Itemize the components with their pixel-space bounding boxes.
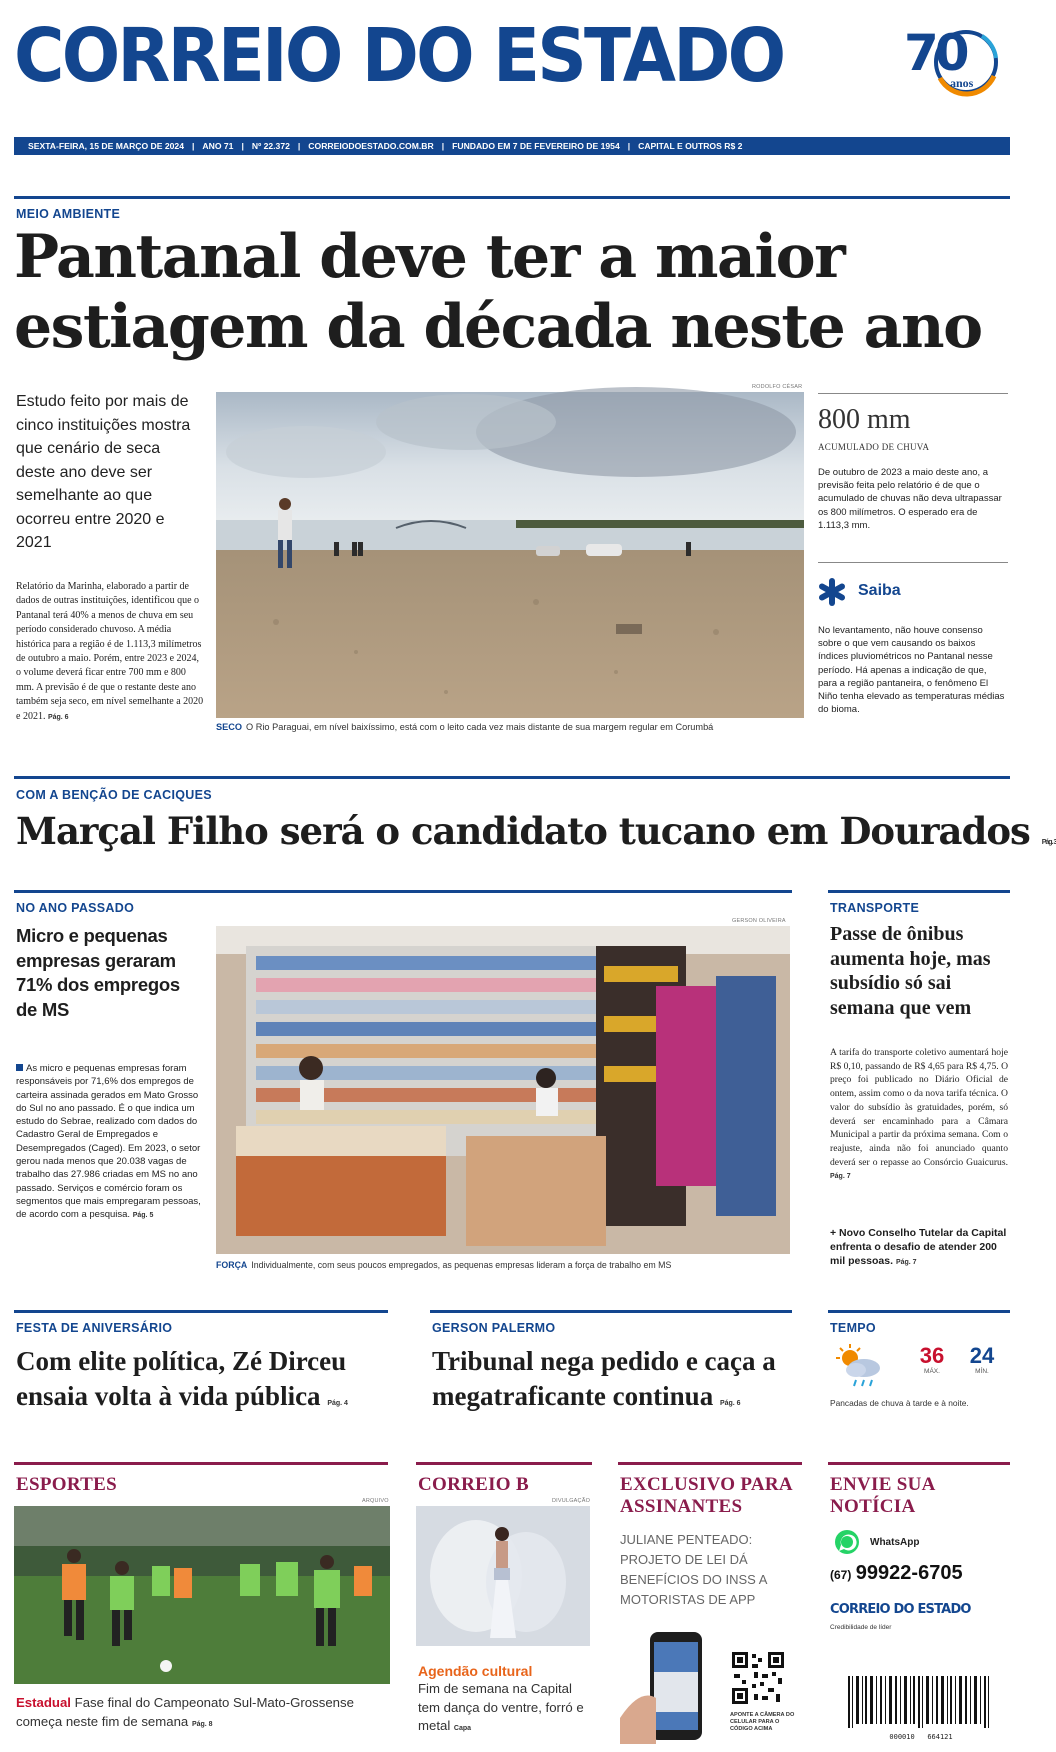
palermo-kicker: GERSON PALERMO bbox=[432, 1321, 556, 1335]
anniversary-logo bbox=[904, 14, 1008, 106]
temp-max-label: MÁX. bbox=[924, 1368, 940, 1375]
qr-code[interactable] bbox=[730, 1650, 786, 1706]
exclusivo-text[interactable]: JULIANE PENTEADO: PROJETO DE LEI DÁ BENEFÍCIOS DO INSS A MOTORISTAS DE APP bbox=[620, 1532, 767, 1607]
correiob-head[interactable]: CORREIO B bbox=[418, 1474, 529, 1495]
lead-body: Relatório da Marinha, elaborado a partir de dados de outras instituições, identificou que o Pantanal terá 40% a menos de chuva em seu período considerado chuvoso. A média histórica para a região é de 1.113,3 milímetros de outubro a maio. Porém, entre 2023 e 2024, o volume deverá ficar entre 700 mm e 800 mm. A previsão é de que o restante deste ano também seja seco, em nível semelhante a 2020 e 2021. Pág. 6 bbox=[16, 581, 204, 722]
asterisk-icon bbox=[818, 578, 846, 606]
whatsapp-label: WhatsApp bbox=[870, 1536, 920, 1548]
saiba-title: Saiba bbox=[858, 582, 901, 599]
correiob-photo[interactable] bbox=[416, 1506, 590, 1646]
temp-min-label: MÍN. bbox=[975, 1368, 989, 1375]
business-photo-credit: GERSON OLIVEIRA bbox=[732, 918, 786, 924]
info-price: CAPITAL E OUTROS R$ 2 bbox=[638, 141, 743, 151]
info-bar: SEXTA-FEIRA, 15 DE MARÇO DE 2024 | ANO 71 | Nº 22.372 | CORREIODOESTADO.COM.BR | FUNDADO EM 7 DE FEVEREIRO DE 1954 | CAPITAL E OUTROS R$ 2 bbox=[14, 137, 1010, 155]
transport-body: A tarifa do transporte coletivo aumentará hoje R$ 0,10, passando de R$ 4,65 para R$ 4,75. O preço foi publicado no Diário Oficial de ontem, assim como o da nova tarifa técnica. O valor do subsídio às gratuidades, porém, só deverá ser encaminhado para a Câmara Municipal a partir da próxima semana. Com o reajuste, ainda não foi anunciado quanto deverá ser o repasse ao Consórcio Guaicurus. Pág. 7 bbox=[830, 1047, 1008, 1181]
smartphone-hand-icon bbox=[620, 1628, 724, 1744]
correiob-teaser[interactable]: Agendão cultural Fim de semana na Capital tem dança do ventre, forró e metal Capa bbox=[418, 1663, 584, 1733]
info-date: SEXTA-FEIRA, 15 DE MARÇO DE 2024 bbox=[28, 141, 184, 151]
exclusivo-head[interactable]: EXCLUSIVO PARA ASSINANTES bbox=[620, 1474, 792, 1517]
saiba-text: No levantamento, não houve consenso sobre o que vem causando os baixos índices pluviométricos no Pantanal nesse período. Há apenas a indicação de que, para a região pantaneira, o fenômeno El Niño tenha elevado as temperaturas médias do bioma. bbox=[818, 625, 1005, 716]
riverbank-photo-image bbox=[216, 392, 804, 718]
stat-label: ACUMULADO DE CHUVA bbox=[818, 442, 930, 452]
info-year: ANO 71 bbox=[202, 141, 234, 151]
store-shelves-photo-image bbox=[216, 926, 790, 1254]
temp-max bbox=[914, 1344, 950, 1375]
anniversary-number: 70 bbox=[904, 24, 966, 82]
qr-note: APONTE A CÂMERA DO CELULAR PARA O CÓDIGO ACIMA bbox=[730, 1712, 795, 1732]
lead-headline[interactable]: Pantanal deve ter a maior estiagem da década neste ano bbox=[14, 222, 982, 362]
sun-cloud-rain-icon bbox=[834, 1344, 888, 1388]
whatsapp-icon bbox=[834, 1529, 860, 1555]
palermo-headline[interactable]: Tribunal nega pedido e caça a megatraficante continua Pág. 6 bbox=[432, 1346, 776, 1411]
lead-kicker: MEIO AMBIENTE bbox=[16, 207, 121, 221]
business-body: As micro e pequenas empresas foram responsáveis por 71,6% dos empregos de carteira assinada gerados em Mato Grosso do Sul no ano passado. É o que indica um estudo do Sebrae, realizado com dados do Cadastro Geral de Empregados e Desempregados (Caged). Em 2023, o setor gerou nada menos que 20.038 vagas de trabalho das 27.986 criadas em MS no ano passado. Serviços e comércio foram os segmentos que mais empregaram pessoas, de acordo com a pesquisa. Pág. 5 bbox=[16, 1063, 201, 1221]
info-website[interactable]: CORREIODOESTADO.COM.BR bbox=[308, 141, 434, 151]
bullet-square-icon bbox=[16, 1064, 23, 1071]
lead-deck: Estudo feito por mais de cinco instituições mostra que cenário de seca deste ano deve ser semelhante ao que ocorreu entre 2020 e 2021 bbox=[16, 393, 191, 551]
esportes-photo-credit: ARQUIVO bbox=[362, 1498, 389, 1504]
lead-caption: SECO O Rio Paraguai, em nível baixíssimo, está com o leito cada vez mais distante de sua margem regular em Corumbá bbox=[216, 722, 714, 732]
business-photo[interactable] bbox=[216, 926, 790, 1254]
barcode-digits: 000010 664121 bbox=[889, 1733, 953, 1741]
envie-head[interactable]: ENVIE SUA NOTÍCIA bbox=[830, 1474, 935, 1517]
transport-extra[interactable]: + Novo Conselho Tutelar da Capital enfrenta o desafio de atender 200 mil pessoas. Pág. 7 bbox=[830, 1227, 1007, 1267]
dirceu-kicker: FESTA DE ANIVERSÁRIO bbox=[16, 1321, 173, 1335]
footer-logo: CORREIO DO ESTADO bbox=[830, 1602, 971, 1617]
correiob-photo-credit: DIVULGAÇÃO bbox=[552, 1498, 591, 1504]
business-kicker: NO ANO PASSADO bbox=[16, 901, 135, 915]
stat-text: De outubro de 2023 a maio deste ano, a previsão feita pelo relatório é de que o acumulado de chuvas não deva ultrapassar os 800 milímetros. O esperado era de 1.113,3 mm. bbox=[818, 467, 1002, 531]
barcode bbox=[846, 1676, 996, 1740]
dancer-photo-image bbox=[416, 1506, 590, 1646]
business-caption: FORÇA Individualmente, com seus poucos empregados, as pequenas empresas lideram a força de trabalho em MS bbox=[216, 1260, 672, 1270]
dirceu-headline[interactable]: Com elite política, Zé Dirceu ensaia volta à vida pública Pág. 4 bbox=[16, 1346, 348, 1411]
temp-min bbox=[964, 1344, 1000, 1375]
second-headline[interactable]: Marçal Filho será o candidato tucano em Dourados Pág. 3 bbox=[16, 809, 1056, 853]
anniversary-word: anos bbox=[950, 76, 974, 90]
transport-headline[interactable]: Passe de ônibus aumenta hoje, mas subsídio só sai semana que vem bbox=[830, 923, 991, 1019]
weather-widget bbox=[830, 1344, 1010, 1404]
temp-min-value: 24 bbox=[969, 1343, 995, 1368]
footer-tagline: Credibilidade de líder bbox=[830, 1624, 892, 1631]
lead-photo-credit: RODOLFO CÉSAR bbox=[752, 384, 803, 390]
temp-max-value: 36 bbox=[919, 1343, 945, 1368]
business-headline[interactable]: Micro e pequenas empresas geraram 71% dos empregos de MS bbox=[16, 925, 180, 1020]
esportes-teaser[interactable]: Estadual Fase final do Campeonato Sul-Mato-Grossense começa neste fim de semana Pág. 8 bbox=[16, 1695, 354, 1729]
info-founded: FUNDADO EM 7 DE FEVEREIRO DE 1954 bbox=[452, 141, 620, 151]
barcode-icon bbox=[846, 1676, 996, 1728]
phone-number[interactable]: (67) 99922-6705 bbox=[830, 1562, 963, 1584]
lead-photo[interactable] bbox=[216, 392, 804, 718]
football-training-photo-image bbox=[14, 1506, 390, 1684]
phone-mockup bbox=[620, 1628, 724, 1744]
weather-kicker: TEMPO bbox=[830, 1321, 876, 1335]
esportes-head[interactable]: ESPORTES bbox=[16, 1474, 117, 1495]
esportes-photo[interactable] bbox=[14, 1506, 390, 1684]
info-issue: Nº 22.372 bbox=[251, 141, 290, 151]
masthead-title[interactable]: CORREIO DO ESTADO bbox=[14, 13, 784, 99]
weather-note: Pancadas de chuva à tarde e à noite. bbox=[830, 1398, 969, 1408]
transport-kicker: TRANSPORTE bbox=[830, 901, 920, 915]
whatsapp-row[interactable] bbox=[834, 1528, 919, 1556]
qr-code-icon bbox=[730, 1650, 786, 1706]
stat-value: 800 mm bbox=[818, 404, 911, 435]
second-kicker: COM A BENÇÃO DE CACIQUES bbox=[16, 788, 212, 802]
